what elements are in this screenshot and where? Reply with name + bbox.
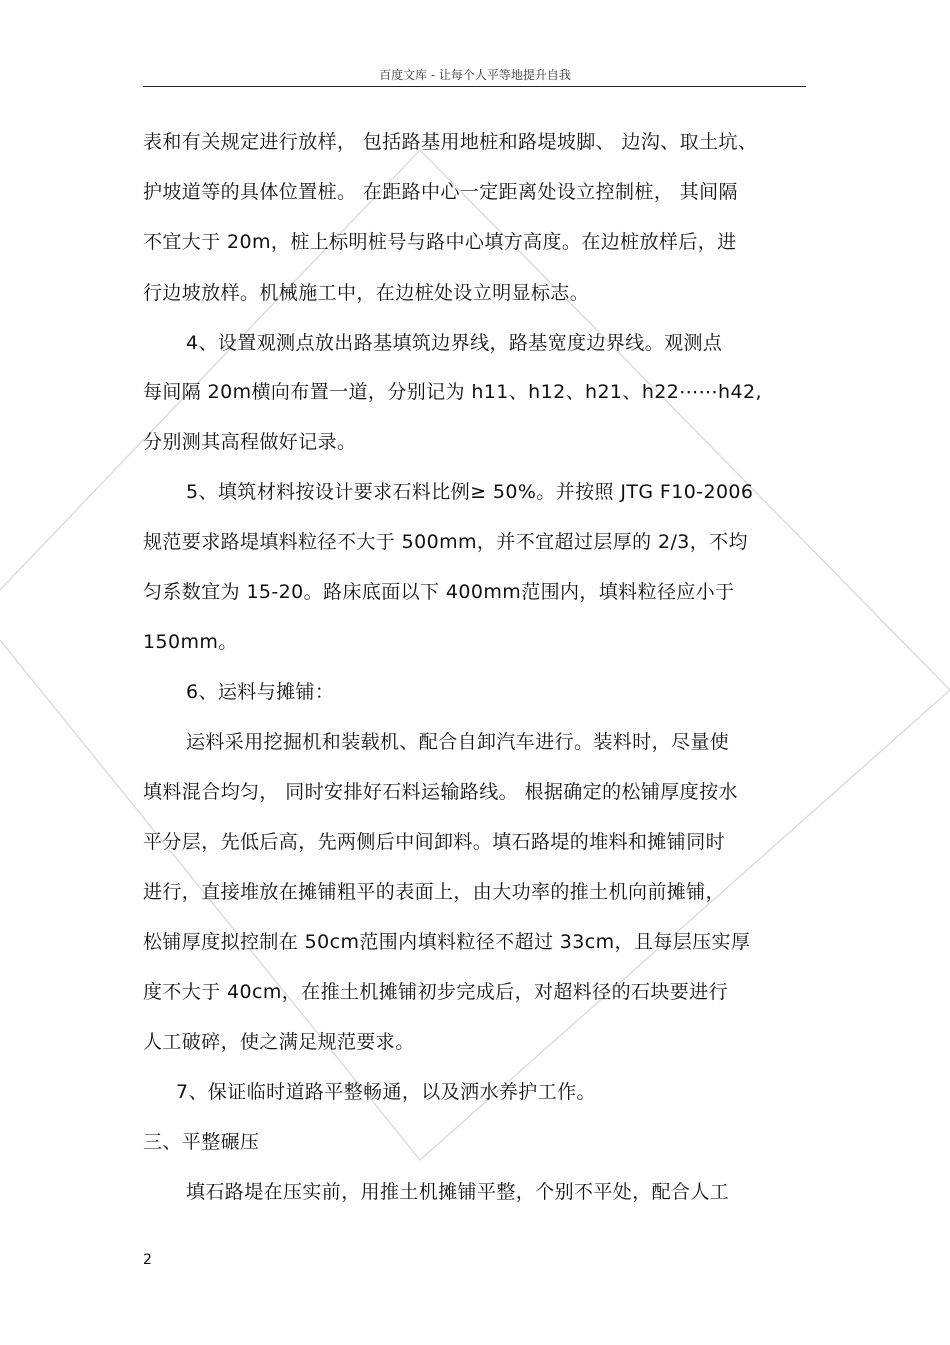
body-line: 运料采用挖掘机和装载机、配合自卸汽车进行。装料时，尽量使	[186, 731, 730, 753]
body-line: 7、保证临时道路平整畅通，以及洒水养护工作。	[176, 1081, 596, 1103]
page-header: 百度文库 - 让每个人平等地提升自我	[379, 68, 571, 82]
body-line: 匀系数宜为 15-20。路床底面以下 400mm范围内，填料粒径应小于	[143, 581, 735, 603]
body-line: 进行，直接堆放在摊铺粗平的表面上，由大功率的推土机向前摊铺，	[143, 881, 726, 903]
body-line: 4、设置观测点放出路基填筑边界线，路基宽度边界线。观测点	[186, 332, 723, 354]
body-line: 每间隔 20m横向布置一道，分别记为 h11、h12、h21、h22⋯⋯h42,	[143, 381, 762, 403]
body-line: 填石路堤在压实前，用推土机摊铺平整，个别不平处，配合人工	[186, 1181, 730, 1203]
body-line: 度不大于 40cm，在推土机摊铺初步完成后，对超料径的石块要进行	[143, 981, 728, 1003]
section-heading: 三、平整碾压	[143, 1131, 260, 1153]
body-line: 填料混合均匀， 同时安排好石料运输路线。 根据确定的松铺厚度按水	[143, 781, 738, 803]
body-line: 150mm。	[143, 631, 238, 653]
body-line: 表和有关规定进行放样， 包括路基用地桩和路堤坡脚、 边沟、取土坑、	[143, 131, 758, 153]
page-number: 2	[143, 1252, 152, 1268]
body-line: 5、填筑材料按设计要求石料比例≥ 50%。并按照 JTG F10-2006	[186, 481, 754, 503]
body-line: 松铺厚度拟控制在 50cm范围内填料粒径不超过 33cm，且每层压实厚	[143, 931, 751, 953]
body-line: 分别测其高程做好记录。	[143, 431, 357, 453]
body-line: 护坡道等的具体位置桩。 在距路中心一定距离处设立控制桩， 其间隔	[143, 181, 738, 203]
header-divider	[143, 86, 806, 87]
body-line: 规范要求路堤填料粒径不大于 500mm，并不宜超过层厚的 2/3，不均	[143, 531, 748, 553]
body-line: 行边坡放样。机械施工中，在边桩处设立明显标志。	[143, 282, 590, 304]
body-line: 人工破碎，使之满足规范要求。	[143, 1031, 415, 1053]
body-line: 不宜大于 20m，桩上标明桩号与路中心填方高度。在边桩放样后，进	[143, 231, 737, 253]
body-line: 平分层，先低后高，先两侧后中间卸料。填石路堤的堆料和摊铺同时	[143, 831, 726, 853]
body-line: 6、运料与摊铺：	[186, 681, 335, 703]
